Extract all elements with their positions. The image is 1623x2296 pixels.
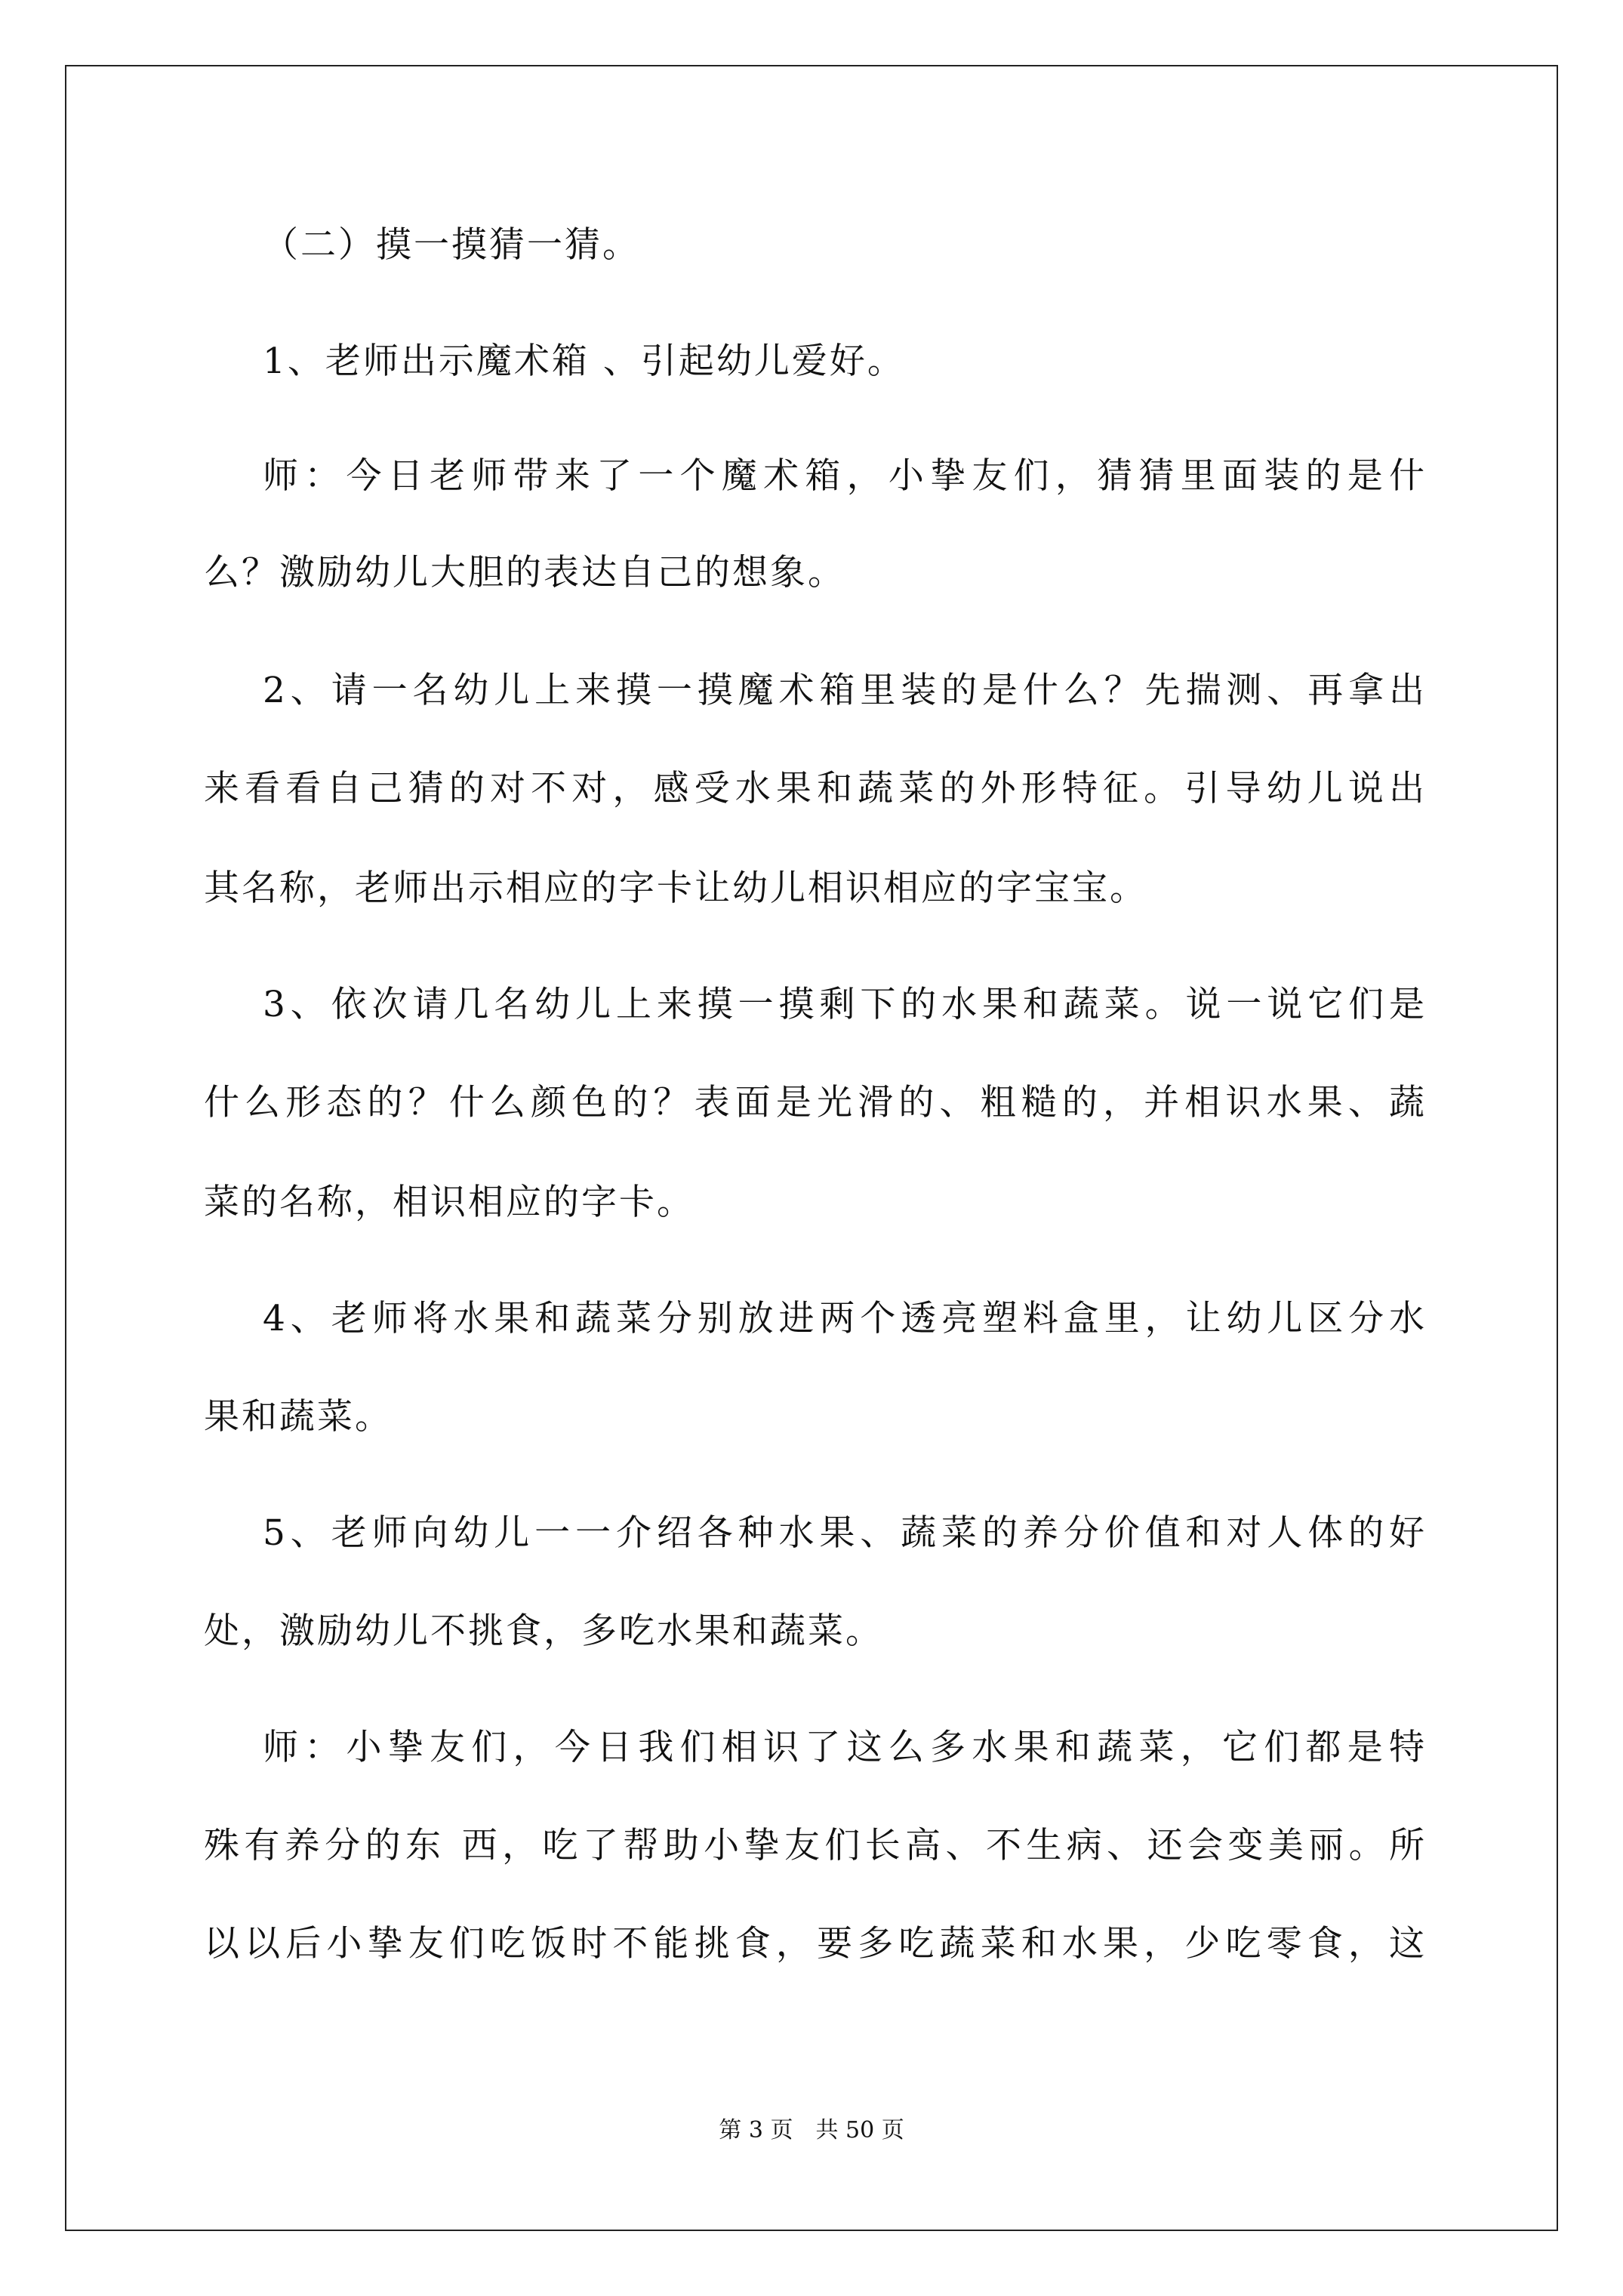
paragraph-line: 5、老师向幼儿一一介绍各种水果、蔬菜的养分价值和对人体的好 <box>263 1512 1427 1554</box>
paragraph-line: 1、老师出示魔术箱 、引起幼儿爱好。 <box>263 341 905 382</box>
paragraph-line: 师：小挚友们，今日我们相识了这么多水果和蔬菜，它们都是特 <box>263 1727 1427 1768</box>
page-border <box>65 65 1558 2231</box>
paragraph-line: 其名称，老师出示相应的字卡让幼儿相识相应的字宝宝。 <box>204 868 1147 909</box>
section-heading: （二）摸一摸猜一猜。 <box>263 224 640 266</box>
paragraph-line: 2、请一名幼儿上来摸一摸魔术箱里装的是什么？先揣测、再拿出 <box>263 670 1427 711</box>
paragraph-line: 么？激励幼儿大胆的表达自己的想象。 <box>204 552 845 593</box>
paragraph-line: 来看看自己猜的对不对，感受水果和蔬菜的外形特征。引导幼儿说出 <box>204 768 1427 809</box>
paragraph-line: 菜的名称，相识相应的字卡。 <box>204 1182 694 1223</box>
paragraph-line: 4、老师将水果和蔬菜分别放进两个透亮塑料盒里，让幼儿区分水 <box>263 1298 1427 1339</box>
page-number-footer: 第 3 页 共 50 页 <box>719 2117 904 2143</box>
paragraph-line: 什么形态的？什么颜色的？表面是光滑的、粗糙的，并相识水果、蔬 <box>204 1082 1427 1123</box>
paragraph-line: 3、依次请几名幼儿上来摸一摸剩下的水果和蔬菜。说一说它们是 <box>263 984 1427 1025</box>
paragraph-line: 殊有养分的东 西，吃了帮助小挚友们长高、不生病、还会变美丽。所 <box>204 1825 1427 1866</box>
paragraph-line: 处，激励幼儿不挑食，多吃水果和蔬菜。 <box>204 1610 883 1652</box>
paragraph-line: 以以后小挚友们吃饭时不能挑食，要多吃蔬菜和水果，少吃零食，这 <box>204 1923 1427 1965</box>
paragraph-line: 师：今日老师带来了一个魔术箱，小挚友们，猜猜里面装的是什 <box>263 455 1427 497</box>
paragraph-line: 果和蔬菜。 <box>204 1396 393 1438</box>
